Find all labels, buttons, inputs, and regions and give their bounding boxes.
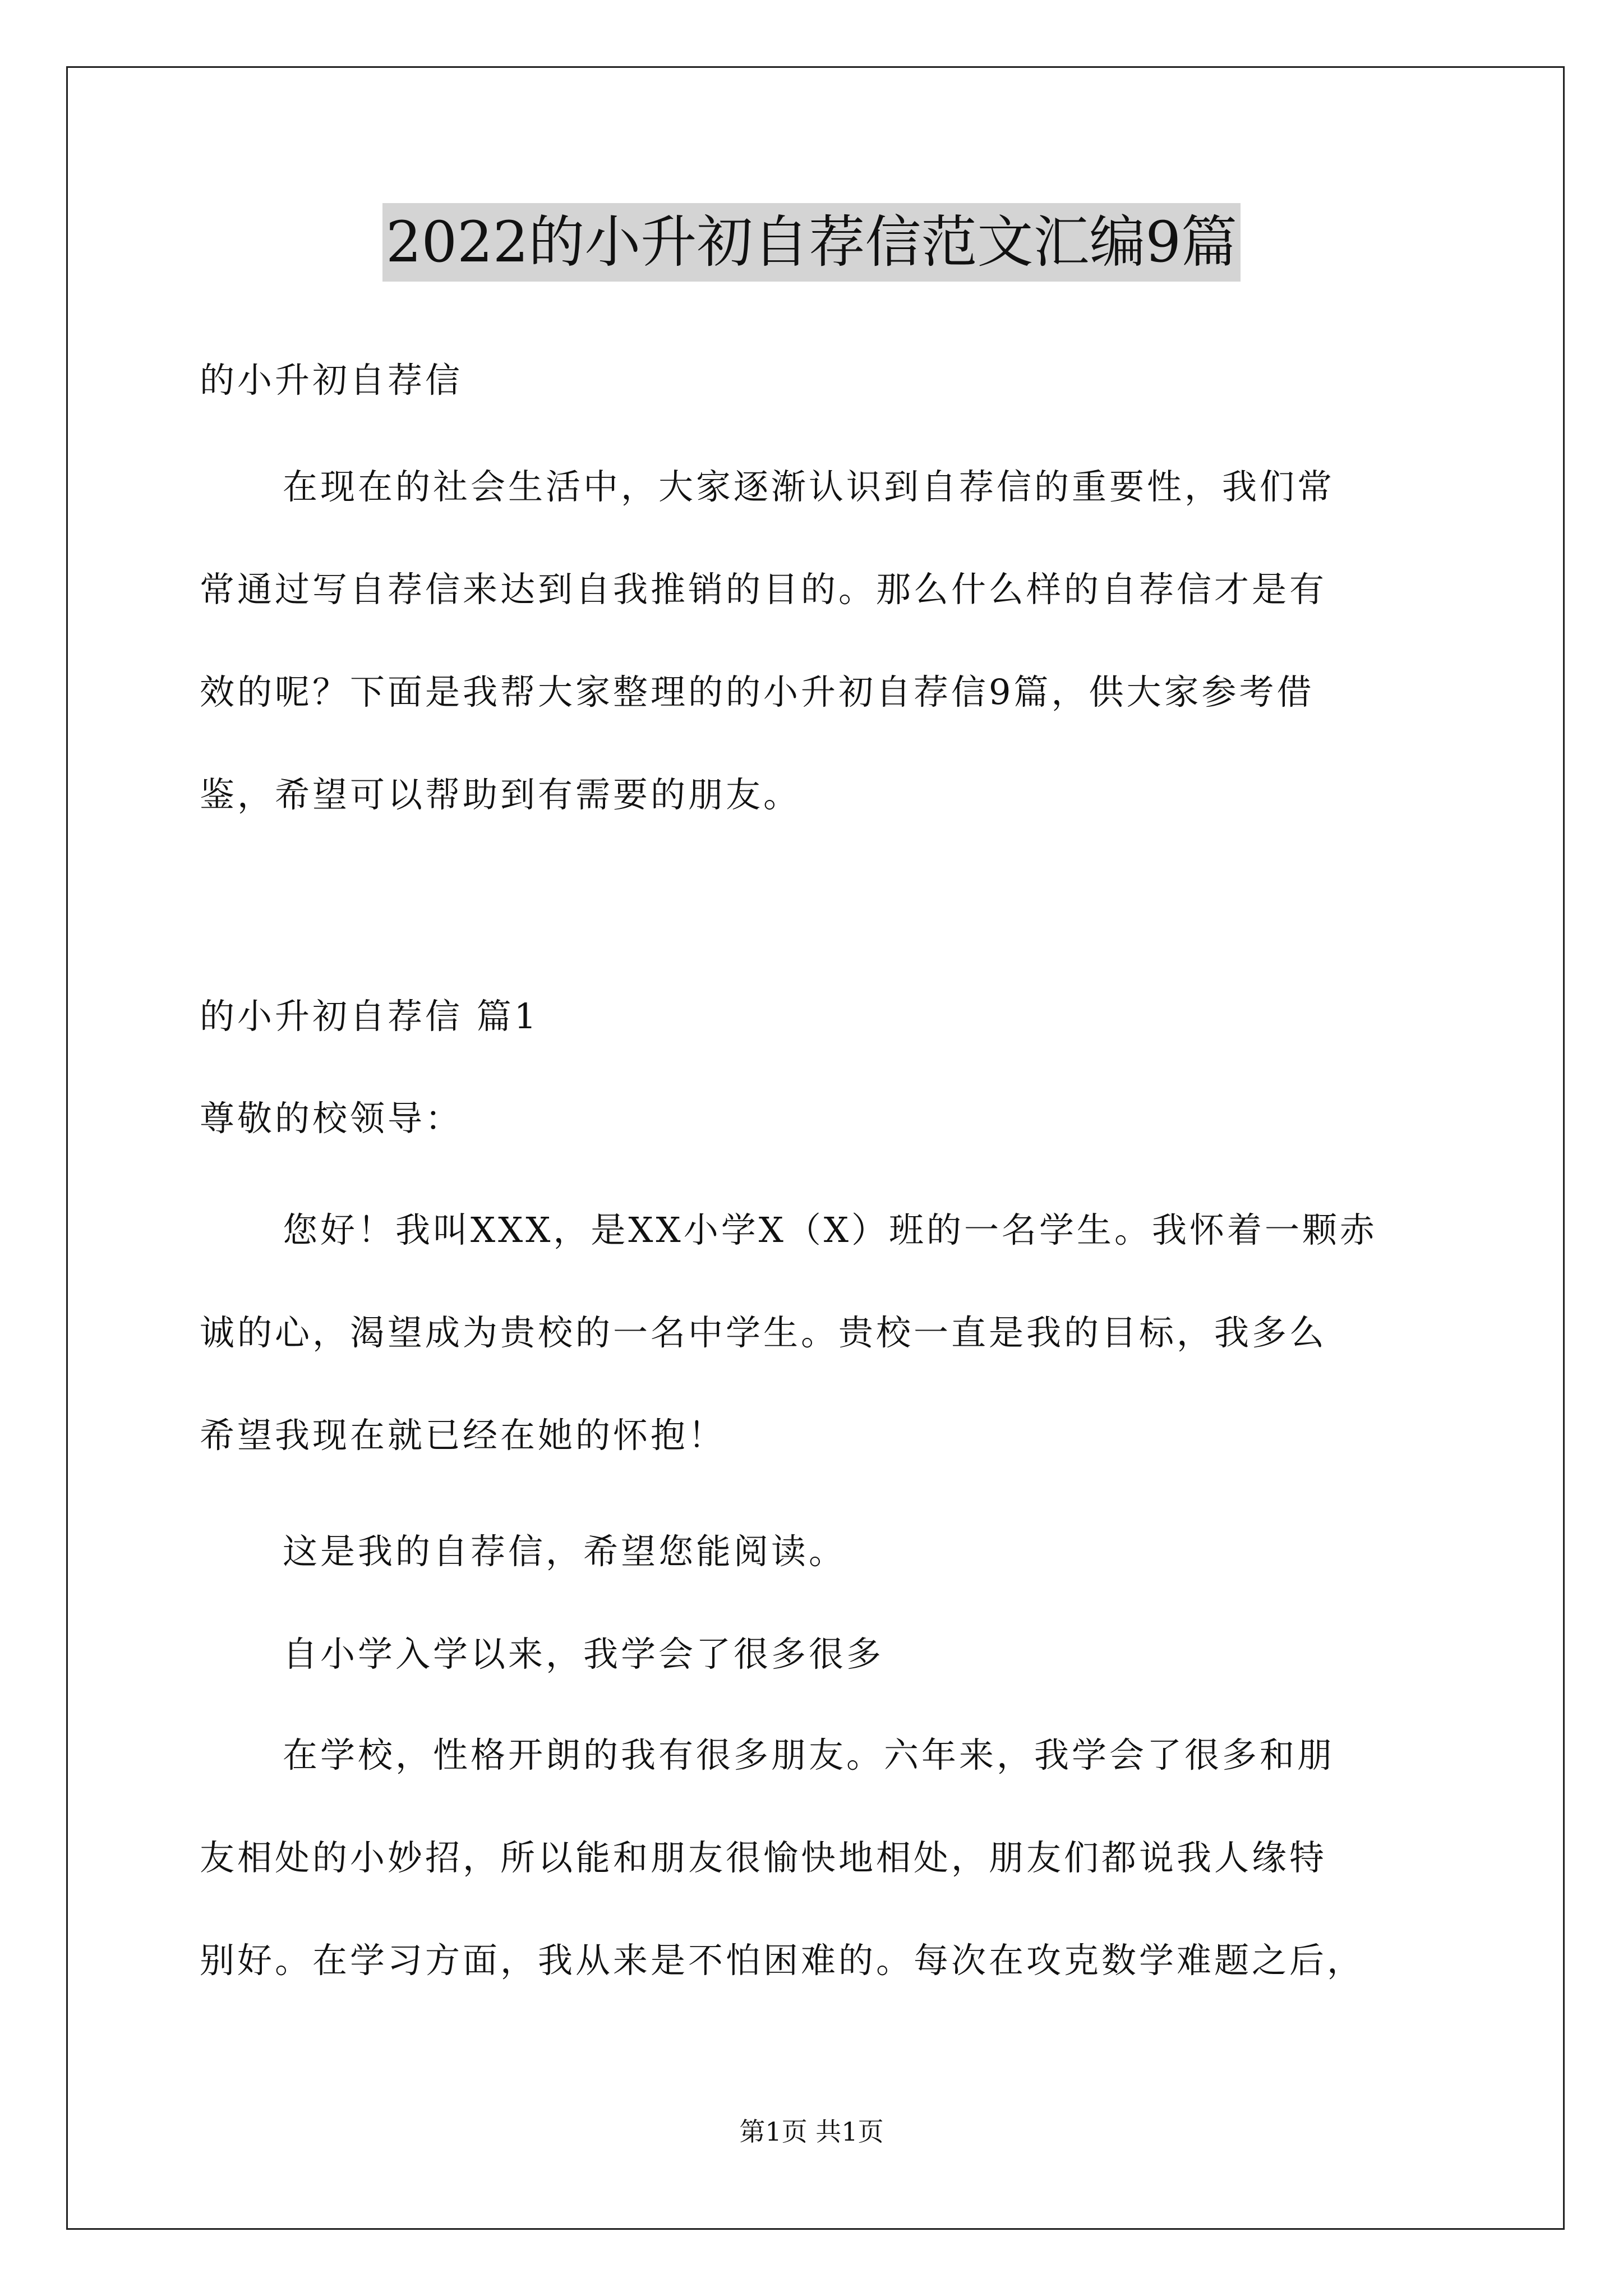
paragraph-line: 希望我现在就已经在她的怀抱！ (200, 1415, 726, 1456)
paragraph-line: 您好！我叫XXX，是XX小学X（X）班的一名学生。我怀着一颗赤 (283, 1209, 1377, 1250)
intro-line: 常通过写自荐信来达到自我推销的目的。那么什么样的自荐信才是有 (200, 569, 1327, 610)
paragraph-line: 友相处的小妙招，所以能和朋友很愉快地相处，朋友们都说我人缘特 (200, 1837, 1327, 1878)
paragraph-line: 别好。在学习方面，我从来是不怕困难的。每次在攻克数学难题之后， (200, 1940, 1365, 1981)
paragraph-line: 诚的心，渴望成为贵校的一名中学生。贵校一直是我的目标，我多么 (200, 1312, 1327, 1353)
salutation: 尊敬的校领导： (200, 1098, 463, 1139)
page-footer: 第1页 共1页 (739, 2116, 884, 2147)
body-paragraph-2: 这是我的自荐信，希望您能阅读。 (283, 1531, 847, 1572)
paragraph-line: 在学校，性格开朗的我有很多朋友。六年来，我学会了很多和朋 (283, 1734, 1335, 1775)
intro-paragraph (200, 435, 1433, 846)
body-paragraph-4 (200, 1704, 1433, 2012)
intro-line: 鉴，希望可以帮助到有需要的朋友。 (200, 774, 801, 815)
intro-line: 在现在的社会生活中，大家逐渐认识到自荐信的重要性，我们常 (283, 466, 1335, 507)
body-paragraph-1 (200, 1179, 1433, 1487)
body-paragraph-3: 自小学入学以来，我学会了很多很多 (283, 1634, 884, 1674)
intro-heading: 的小升初自荐信 (200, 360, 463, 401)
section-heading: 的小升初自荐信 篇1 (200, 996, 540, 1037)
title-container (0, 203, 1623, 282)
intro-line: 效的呢？下面是我帮大家整理的的小升初自荐信9篇，供大家参考借 (200, 671, 1315, 712)
document-title: 2022的小升初自荐信范文汇编9篇 (382, 203, 1241, 282)
